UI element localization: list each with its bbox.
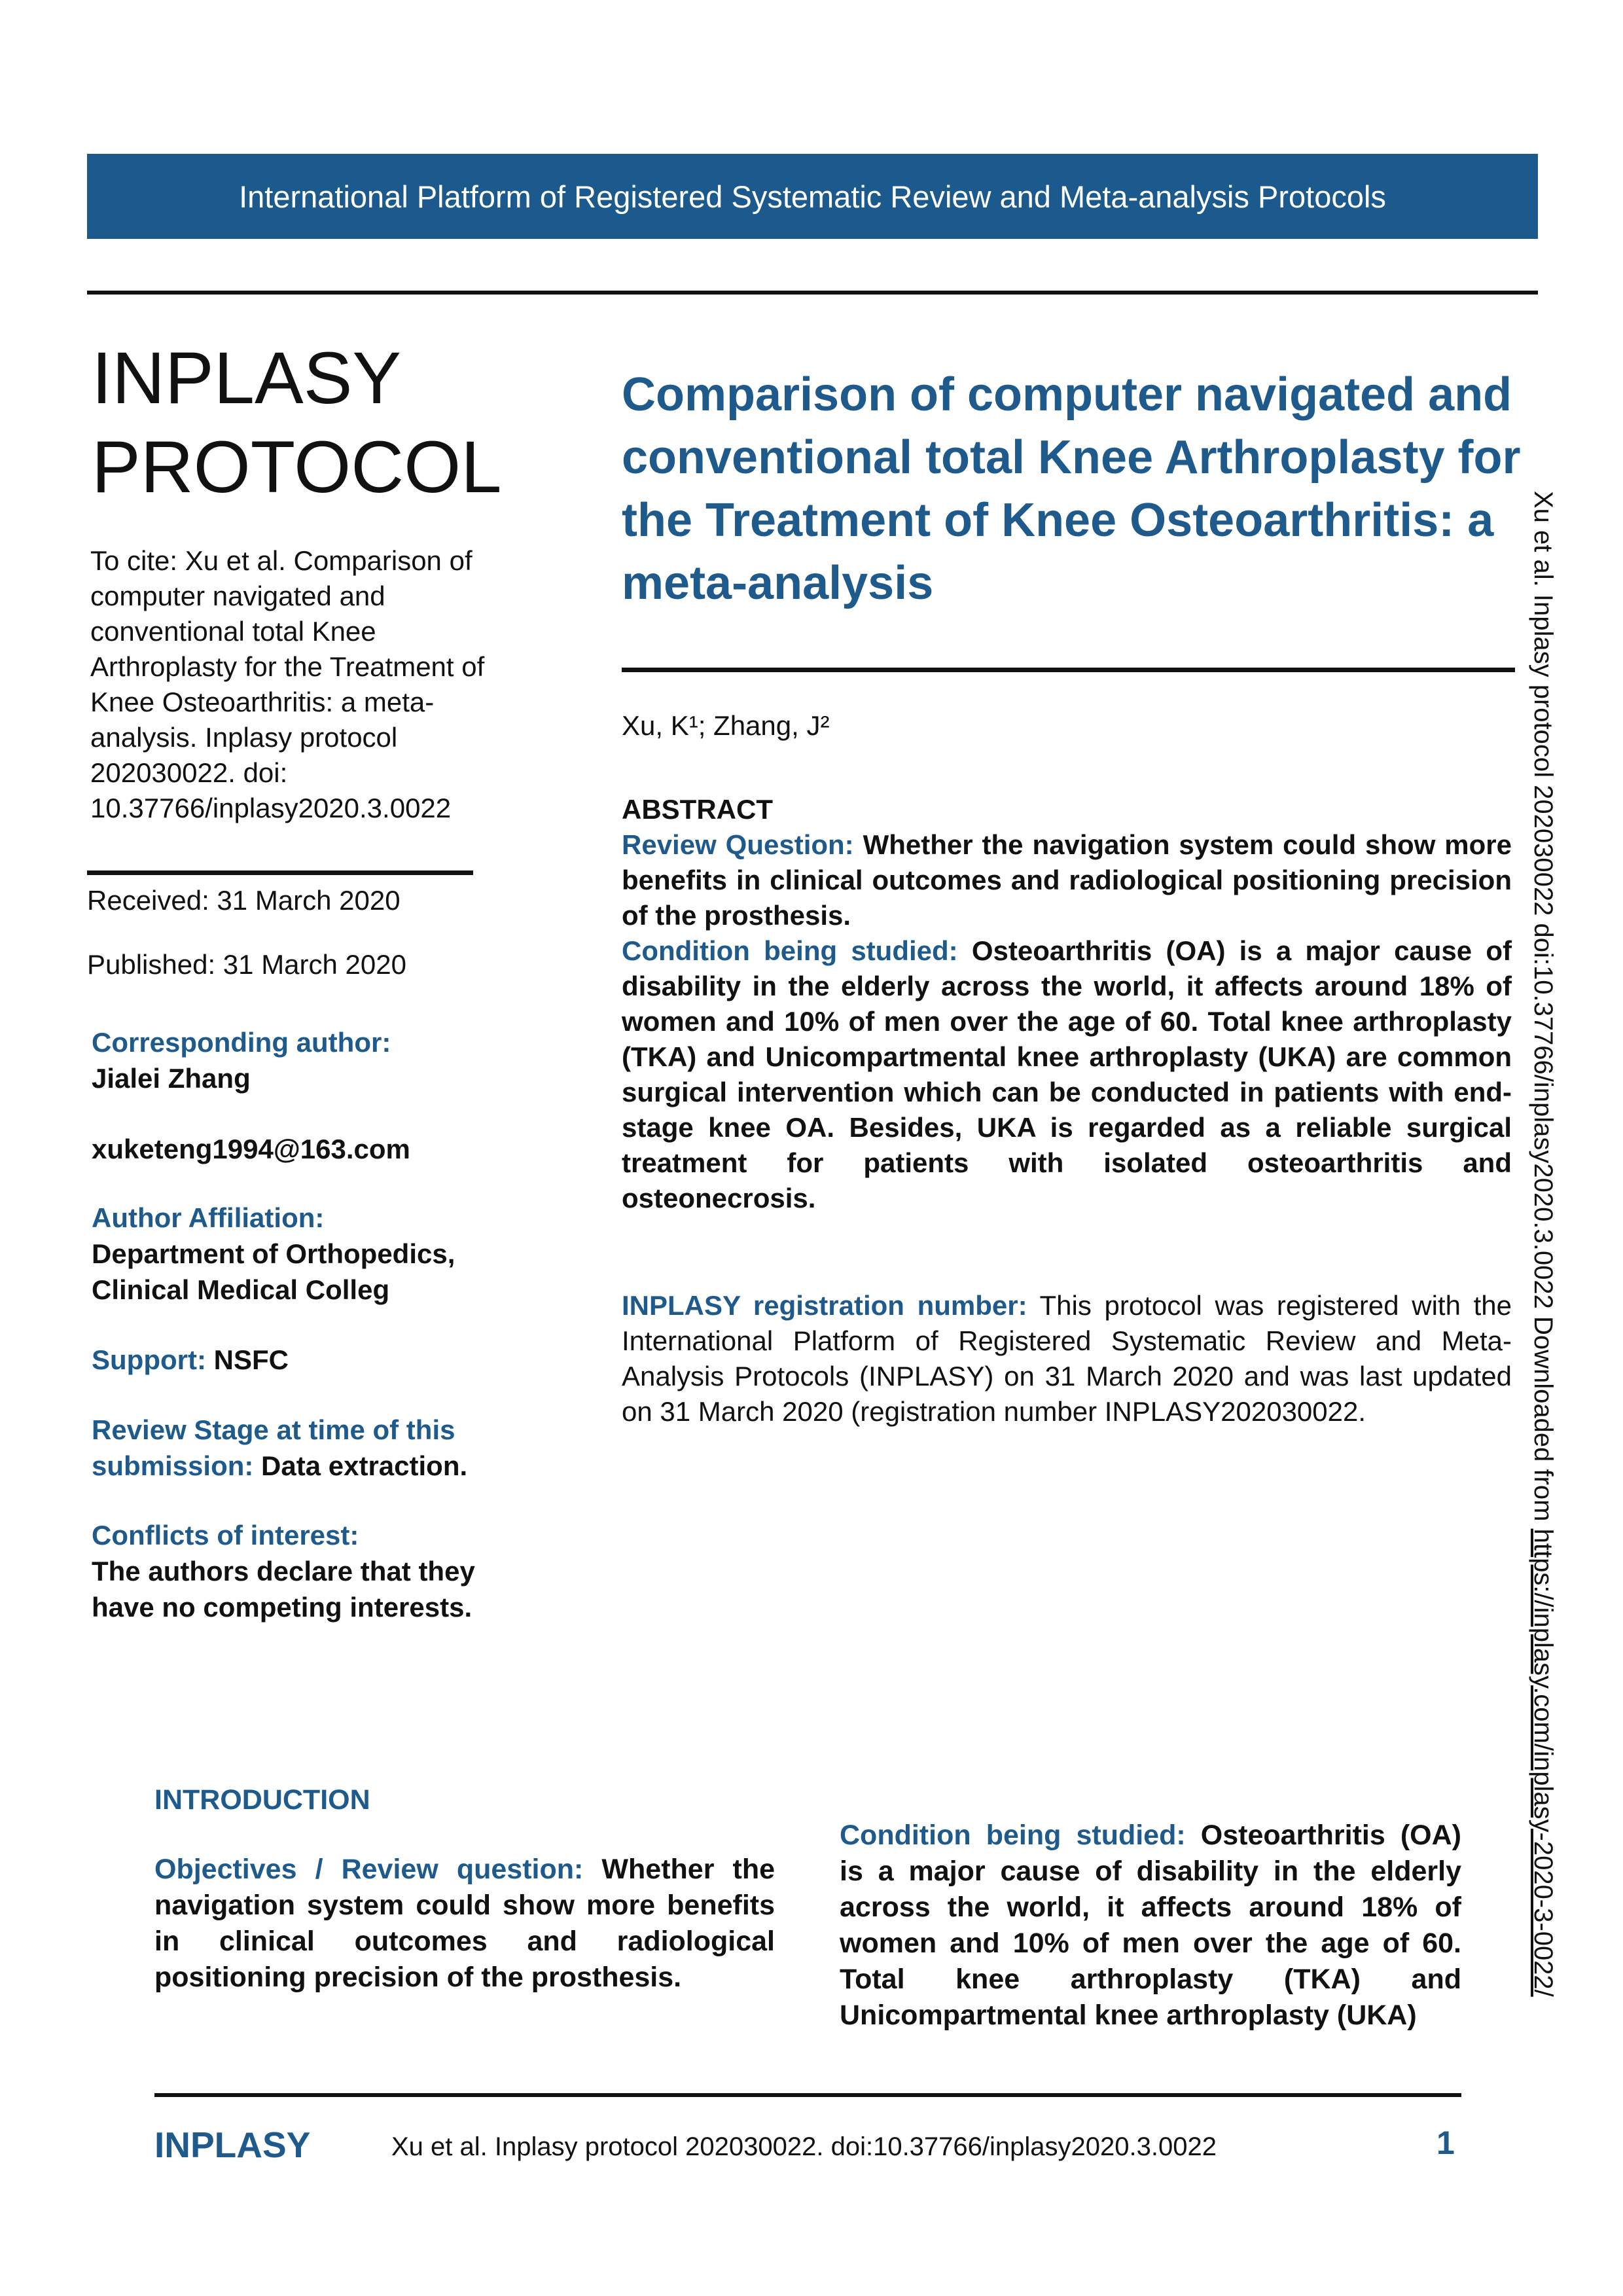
review-stage-section xyxy=(92,1412,517,1484)
conflicts-value: The authors declare that they have no competing interests. xyxy=(92,1556,475,1623)
title-rule xyxy=(622,668,1515,672)
banner-text: International Platform of Registered Systematic Review and Meta-analysis Protocols xyxy=(239,179,1386,214)
author-email[interactable]: xuketeng1994@163.com xyxy=(92,1134,410,1164)
brand-block xyxy=(92,334,502,512)
footer-citation: Xu et al. Inplasy protocol 202030022. doi:10.37766/inplasy2020.3.0022 xyxy=(391,2132,1217,2161)
affiliation-section xyxy=(92,1200,537,1308)
review-question-label: Review Question: xyxy=(622,829,854,860)
support-value: NSFC xyxy=(213,1344,289,1375)
brand-line-1: INPLASY xyxy=(92,337,402,419)
introduction-heading: INTRODUCTION xyxy=(154,1784,370,1816)
objectives-label: Objectives / Review question: xyxy=(154,1854,584,1885)
condition-label: Condition being studied: xyxy=(622,935,958,966)
corresponding-author-label: Corresponding author: xyxy=(92,1027,391,1058)
conflicts-label: Conflicts of interest: xyxy=(92,1520,359,1551)
corresponding-author-name: Jialei Zhang xyxy=(92,1063,251,1094)
intro-condition-paragraph xyxy=(840,1818,1461,2034)
intro-condition-label: Condition being studied: xyxy=(840,1820,1186,1851)
corresponding-author-section xyxy=(92,1024,537,1096)
objectives-text: Whether the navigation system could show more benefits in clinical outcomes and radiological positioning precision of the prosthesis. xyxy=(154,1854,775,1993)
condition-paragraph xyxy=(622,933,1512,1216)
citation-rule xyxy=(87,870,473,875)
brand-line-2: PROTOCOL xyxy=(92,426,502,508)
side-note-link[interactable]: https://inplasy.com/inplasy-2020-3-0022/ xyxy=(1529,1528,1558,1997)
intro-condition-text: Osteoarthritis (OA) is a major cause of disability in the elderly across the world, it affects around 18% of women and 10% of men over the age of 60. Total knee arthroplasty (TKA) and Unicompartmental knee arthroplasty (UKA) xyxy=(840,1820,1461,2031)
author-list: Xu, K¹; Zhang, J² xyxy=(622,710,830,741)
registration-label: INPLASY registration number: xyxy=(622,1290,1027,1321)
support-label: Support: xyxy=(92,1344,206,1375)
registration-paragraph xyxy=(622,1288,1512,1429)
support-section xyxy=(92,1342,537,1378)
journal-banner xyxy=(87,154,1538,239)
affiliation-line-1: Department of Orthopedics, xyxy=(92,1238,455,1269)
abstract-block xyxy=(622,792,1512,1429)
affiliation-line-2: Clinical Medical Colleg xyxy=(92,1274,390,1305)
objectives-paragraph xyxy=(154,1852,775,1996)
conflicts-section xyxy=(92,1517,537,1625)
review-question-paragraph xyxy=(622,827,1512,933)
footer-brand: INPLASY xyxy=(154,2125,311,2165)
affiliation-label: Author Affiliation: xyxy=(92,1202,325,1233)
header-rule xyxy=(87,291,1538,295)
registration-text: This protocol was registered with the International Platform of Registered Systematic Review and Meta-Analysis Protocols (INPLASY) on 31 March 2020 and was last updated on 31 March 2020 (registration number INPLASY202030022. xyxy=(622,1290,1512,1427)
page-number: 1 xyxy=(1436,2125,1455,2161)
published-date: Published: 31 March 2020 xyxy=(87,949,406,980)
article-title: Comparison of computer navigated and conventional total Knee Arthroplasty for the Treatment of Knee Osteoarthritis: a meta-analysis xyxy=(622,368,1521,609)
abstract-heading: ABSTRACT xyxy=(622,794,773,825)
citation-text: To cite: Xu et al. Comparison of computer navigated and conventional total Knee Arthroplasty for the Treatment of Knee Osteoarthritis: a meta-analysis. Inplasy protocol 202030022. doi: 10.37766/inplasy2020.3.0022 xyxy=(90,545,485,823)
footer-rule xyxy=(154,2093,1461,2097)
review-question-text: Whether the navigation system could show more benefits in clinical outcomes and radiological positioning precision of the prosthesis. xyxy=(622,829,1512,931)
review-stage-value: Data extraction. xyxy=(261,1450,468,1481)
side-note-text: Xu et al. Inplasy protocol 202030022 doi:10.37766/inplasy2020.3.0022 Downloaded from xyxy=(1529,491,1558,1529)
side-download-note xyxy=(1528,491,1558,1997)
received-date: Received: 31 March 2020 xyxy=(87,885,401,916)
condition-text: Osteoarthritis (OA) is a major cause of disability in the elderly across the world, it affects around 18% of women and 10% of men over the age of 60. Total knee arthroplasty (TKA) and Unicompartmental knee arthroplasty (UKA) are common surgical intervention which can be conducted in patients with end-stage knee OA. Besides, UKA is regarded as a reliable surgical treatment for patients with isolated osteoarthritis and osteonecrosis. xyxy=(622,935,1512,1213)
review-stage-label: Review Stage at time of this submission: xyxy=(92,1414,455,1481)
